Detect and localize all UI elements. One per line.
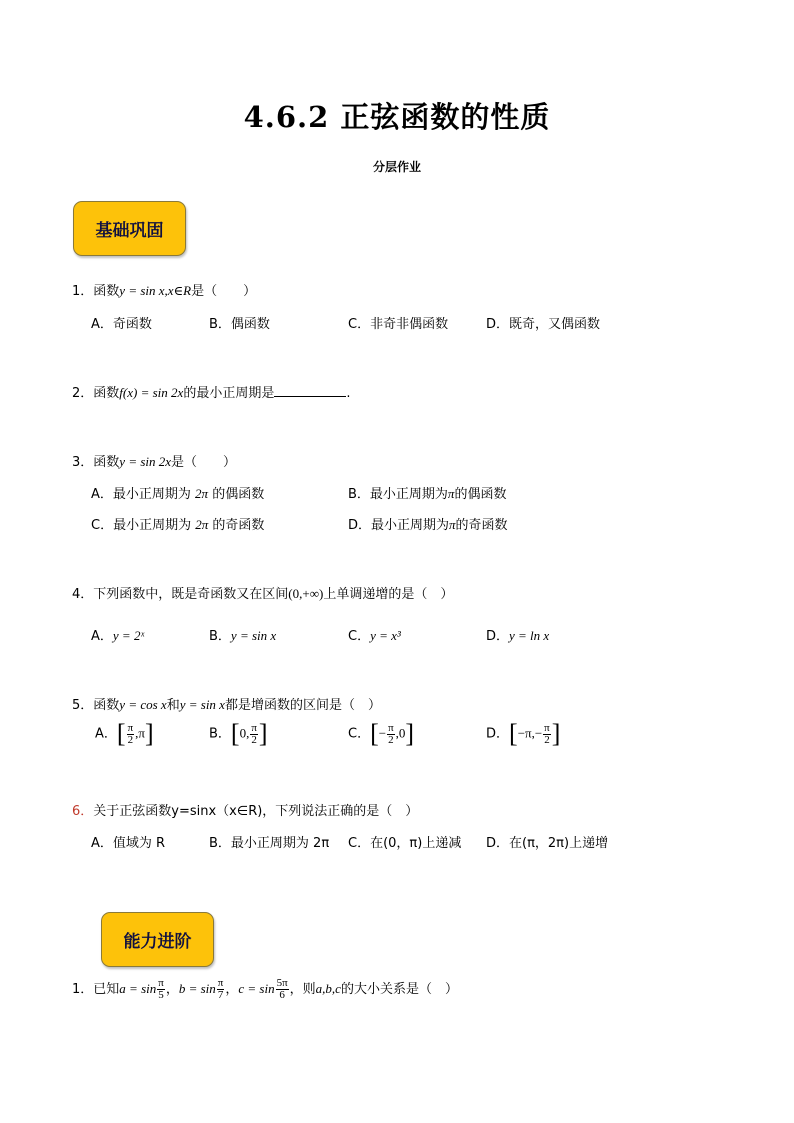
q1-option-b[interactable]: B．偶函数 — [209, 317, 270, 332]
q3-option-b[interactable] — [348, 483, 506, 502]
p1-a-frac: $\frac{\pi}{5}$ — [158, 977, 164, 1001]
section-badge-basic — [73, 201, 186, 256]
q4-option-b[interactable] — [209, 625, 276, 644]
q4-d-label: D． — [486, 629, 510, 644]
q3-option-d[interactable] — [348, 514, 508, 533]
q6-number: 6． — [72, 804, 94, 819]
q3-c-post: 的奇函数 — [212, 518, 265, 533]
p1-a-lead: a = sin — [119, 981, 157, 996]
q5-number: 5． — [72, 698, 94, 713]
p1-b-lead: b = sin — [178, 981, 216, 996]
q4-number: 4． — [72, 587, 94, 602]
q4-d-expr: y = ln x — [509, 628, 550, 643]
q5-b-lead: 0, — [239, 725, 250, 741]
q5-option-d[interactable]: D．[−π,− $\frac{\pi}{2}$ ] — [486, 719, 561, 748]
q1-option-c[interactable]: C．非奇非偶函数 — [348, 317, 449, 332]
q1-number: 1． — [72, 284, 94, 299]
q3-c-val: 2π — [195, 517, 209, 532]
q1-option-d[interactable]: D．既奇，又偶函数 — [486, 317, 601, 332]
page-title: 4.6.2 正弦函数的性质 — [243, 100, 551, 134]
q3-option-a[interactable] — [91, 483, 264, 502]
p1-post: 的大小关系是（ ） — [340, 982, 458, 997]
q5-c-rest: ,0 — [395, 725, 406, 741]
q6-option-a[interactable]: A．值域为 R — [91, 836, 166, 851]
q4-a-expr: y = 2ˣ — [112, 628, 145, 643]
q4-pre: 下列函数中，既是奇函数又在区间 — [93, 587, 289, 602]
q3-expr: y = sin 2x — [119, 454, 172, 469]
q1-pre: 函数 — [93, 284, 120, 299]
q3-b-pre: B．最小正周期为 — [348, 487, 448, 502]
q3-pre: 函数 — [93, 455, 120, 470]
q5-a-label: A． — [95, 726, 117, 742]
q5-c-frac: $\frac{\pi}{2}$ — [388, 721, 394, 746]
q5-pre: 函数 — [93, 698, 120, 713]
q5-c-lead: − — [378, 725, 387, 741]
page-subtitle: 分层作业 — [372, 160, 421, 174]
q6-option-c[interactable]: C．在(0，π)上递减 — [348, 836, 462, 851]
q3-d-post: 的奇函数 — [455, 518, 508, 533]
q4-c-expr: y = x³ — [370, 628, 401, 643]
q3-d-pre: D．最小正周期为 — [348, 518, 450, 533]
q1-option-a[interactable]: A．奇函数 — [91, 317, 152, 332]
p1-number: 1． — [72, 982, 94, 997]
question-5-stem — [72, 694, 381, 713]
q5-b-label: B． — [209, 726, 231, 742]
question-6-stem — [72, 800, 418, 819]
q5-mid: 和 — [166, 698, 180, 713]
section-badge-advanced-label: 能力进阶 — [123, 932, 192, 952]
q5-option-b[interactable]: B．[0, $\frac{\pi}{2}$ ] — [209, 719, 268, 748]
q3-option-c[interactable] — [91, 514, 264, 533]
q5-expr1: y = cos x — [119, 697, 167, 712]
q3-d-val: π — [449, 517, 456, 532]
q3-c-pre: C．最小正周期为 — [91, 518, 192, 533]
q3-b-val: π — [447, 486, 455, 501]
question-2-stem — [72, 382, 350, 401]
question-3-stem — [72, 451, 236, 470]
q5-b-frac: $\frac{\pi}{2}$ — [251, 721, 257, 746]
q4-option-a[interactable] — [91, 625, 144, 644]
p1-b-frac: $\frac{\pi}{7}$ — [217, 977, 224, 1001]
q5-c-label: C． — [348, 726, 371, 742]
p1-sep2: ， — [225, 982, 239, 997]
q5-d-frac: $\frac{\pi}{2}$ — [544, 721, 550, 746]
p1-c-frac: $\frac{5\pi}{6}$ — [276, 977, 288, 1001]
q5-a-frac: $\frac{\pi}{2}$ — [127, 721, 134, 746]
q6-option-d[interactable]: D．在(π，2π)上递增 — [486, 836, 609, 851]
q4-interval: (0,+∞) — [288, 586, 324, 601]
q2-number: 2． — [72, 386, 94, 401]
q4-option-d[interactable] — [486, 625, 549, 644]
q5-expr2: y = sin x — [179, 697, 225, 712]
q3-post: 是（ ） — [171, 455, 237, 470]
q2-pre: 函数 — [93, 386, 120, 401]
q5-d-label: D． — [486, 726, 510, 742]
p1-mid: ，则 — [289, 982, 316, 997]
q3-a-val: 2π — [195, 486, 209, 501]
q1-expr: y = sin x,x∈R — [119, 283, 192, 298]
q5-option-c[interactable]: C．[− $\frac{\pi}{2}$ ,0] — [348, 719, 415, 748]
p1-sep1: ， — [165, 982, 179, 997]
q4-c-label: C． — [348, 629, 371, 644]
q4-b-label: B． — [209, 629, 231, 644]
q4-b-expr: y = sin x — [230, 628, 277, 643]
q6-option-b[interactable]: B．最小正周期为 2π — [209, 836, 330, 851]
question-4-stem — [72, 583, 453, 602]
q2-post: 的最小正周期是 — [183, 386, 275, 401]
q6-stem-text: 关于正弦函数y=sinx（x∈R)，下列说法正确的是（ ） — [93, 804, 419, 819]
p1-pre: 已知 — [93, 982, 120, 997]
q5-post: 都是增函数的区间是（ ） — [224, 698, 381, 713]
q4-post: 上单调递增的是（ ） — [323, 587, 454, 602]
q1-post: 是（ ） — [191, 284, 257, 299]
p1-c-lead: c = sin — [238, 981, 275, 996]
q4-a-label: A． — [91, 629, 113, 644]
p1-vars: a,b,c — [315, 981, 341, 996]
section-badge-basic-label: 基础巩固 — [95, 221, 164, 241]
q5-a-rest: ,π — [135, 725, 145, 741]
section-badge-advanced — [101, 912, 214, 967]
q5-option-a[interactable]: A．[ $\frac{\pi}{2}$ ,π] — [95, 719, 154, 748]
question-1-stem — [72, 280, 256, 299]
q3-a-pre: A．最小正周期为 — [91, 487, 191, 502]
q2-end: . — [346, 386, 351, 401]
advanced-question-1-stem — [72, 978, 458, 1001]
q3-b-post: 的偶函数 — [454, 487, 507, 502]
q2-expr: f(x) = sin 2x — [119, 385, 184, 400]
q2-answer-blank[interactable] — [274, 384, 346, 397]
q3-number: 3． — [72, 455, 94, 470]
q5-d-lead: −π,− — [517, 725, 543, 741]
q4-option-c[interactable] — [348, 625, 401, 644]
q3-a-post: 的偶函数 — [212, 487, 265, 502]
